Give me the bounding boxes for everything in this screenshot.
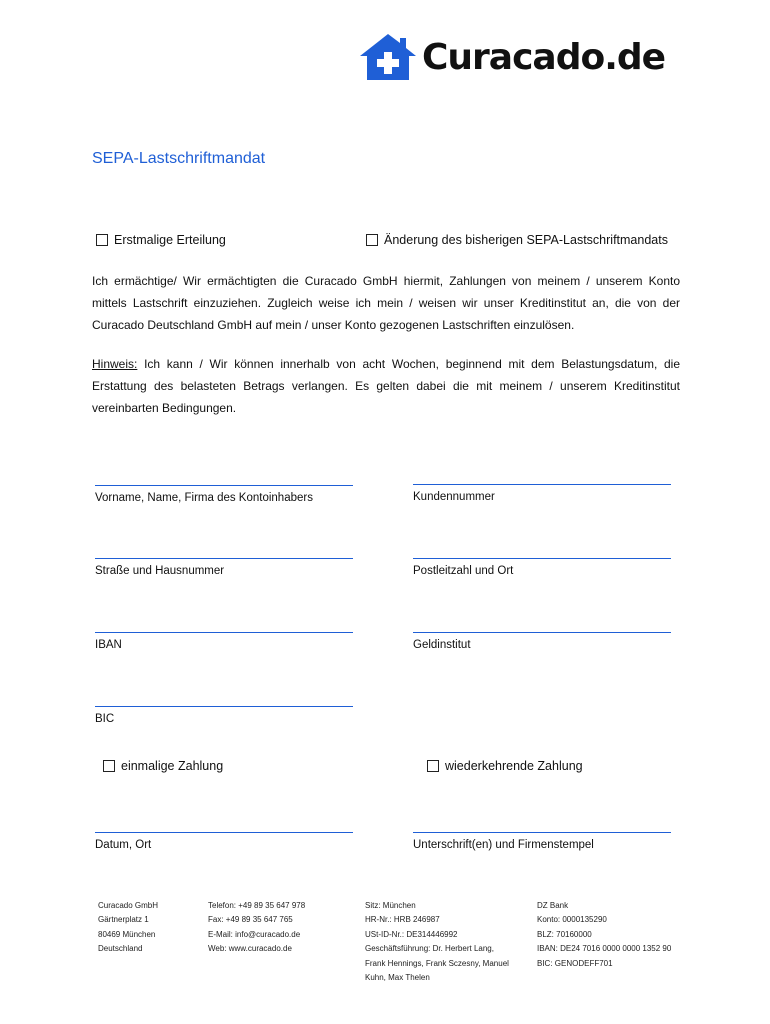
- bank-label: Geldinstitut: [413, 639, 471, 651]
- footer-line: Telefon: +49 89 35 647 978: [208, 901, 306, 910]
- street-label: Straße und Hausnummer: [95, 565, 225, 577]
- first-authorization-checkbox[interactable]: [96, 234, 108, 246]
- footer-line: USt-ID-Nr.: DE314446992: [365, 929, 458, 939]
- recurring-payment-checkbox[interactable]: [427, 760, 439, 772]
- footer-company: [98, 899, 158, 957]
- single-payment-option[interactable]: [103, 759, 223, 773]
- footer-line: Sitz: München: [365, 901, 416, 910]
- footer-line: Web: www.curacado.de: [208, 944, 292, 954]
- bic-line[interactable]: [95, 706, 353, 707]
- customer-number-field[interactable]: [413, 484, 673, 503]
- footer-contact: [208, 899, 305, 957]
- footer-line: IBAN: DE24 7016 0000 0000 1352 90: [537, 944, 672, 954]
- postcode-line[interactable]: [413, 558, 671, 559]
- footer-line: E-Mail: info@curacado.de: [208, 929, 301, 939]
- iban-field[interactable]: [95, 632, 355, 651]
- footer-line: DZ Bank: [537, 901, 569, 910]
- postcode-field[interactable]: [413, 558, 673, 577]
- logo-text: Curacado.de: [422, 36, 666, 78]
- footer-line: BIC: GENODEFF701: [537, 958, 613, 968]
- date-place-line[interactable]: [95, 832, 353, 833]
- iban-label: IBAN: [95, 639, 122, 651]
- authorization-text: Ich ermächtige/ Wir ermächtigten die Curacado GmbH hiermit, Zahlungen von meinem / unserem Konto mittels Lastschrift einzuziehen. Zugleich weise ich mein / weisen wir unser Kreditinstitut an, die von der Curacado Deutschland GmbH auf mein / unser Konto gezogenen Lastschriften einzulösen.: [92, 274, 680, 332]
- bank-field[interactable]: [413, 632, 673, 651]
- date-place-field[interactable]: [95, 832, 355, 851]
- date-place-label: Datum, Ort: [95, 839, 152, 851]
- bic-field[interactable]: [95, 706, 355, 725]
- recurring-payment-option[interactable]: [427, 759, 583, 773]
- first-authorization-label: Erstmalige Erteilung: [114, 233, 226, 247]
- account-holder-label: Vorname, Name, Firma des Kontoinhabers: [95, 492, 313, 504]
- footer-line: Fax: +49 89 35 647 765: [208, 915, 293, 925]
- street-field[interactable]: [95, 558, 355, 577]
- postcode-label: Postleitzahl und Ort: [413, 565, 514, 577]
- footer-line: Frank Hennings, Frank Sczesny, Manuel: [365, 958, 509, 968]
- footer-line: Kuhn, Max Thelen: [365, 973, 430, 983]
- footer-line: Geschäftsführung: Dr. Herbert Lang,: [365, 944, 494, 954]
- change-mandate-label: Änderung des bisherigen SEPA-Lastschriftmandats: [384, 233, 668, 247]
- document-title: SEPA-Lastschriftmandat: [92, 150, 266, 167]
- bic-label: BIC: [95, 713, 115, 725]
- note-paragraph: [92, 353, 680, 419]
- footer-line: Deutschland: [98, 944, 143, 954]
- footer-line: Gärtnerplatz 1: [98, 915, 149, 925]
- change-mandate-option[interactable]: [366, 233, 668, 247]
- footer-line: 80469 München: [98, 929, 156, 939]
- account-holder-line[interactable]: [95, 485, 353, 486]
- signature-field[interactable]: [413, 832, 673, 851]
- footer-registration: [365, 899, 509, 985]
- single-payment-label: einmalige Zahlung: [121, 759, 224, 773]
- single-payment-checkbox[interactable]: [103, 760, 115, 772]
- bank-line[interactable]: [413, 632, 671, 633]
- footer-line: Curacado GmbH: [98, 901, 159, 910]
- note-label: Hinweis:: [92, 357, 138, 371]
- footer-line: Konto: 0000135290: [537, 915, 607, 925]
- footer-bank: [537, 899, 671, 971]
- customer-number-line[interactable]: [413, 484, 671, 485]
- note-text: Ich kann / Wir können innerhalb von acht Wochen, beginnend mit dem Belastungsdatum, die Erstattung des belasteten Betrags verlangen. Es gelten dabei die mit meinem / unserem Kreditinstitut vereinbarten Bedingungen.: [92, 357, 680, 415]
- account-holder-field[interactable]: [95, 485, 355, 504]
- iban-line[interactable]: [95, 632, 353, 633]
- street-line[interactable]: [95, 558, 353, 559]
- company-logo: [358, 30, 665, 84]
- change-mandate-checkbox[interactable]: [366, 234, 378, 246]
- footer-line: BLZ: 70160000: [537, 929, 592, 939]
- signature-label: Unterschrift(en) und Firmenstempel: [413, 839, 594, 851]
- first-authorization-option[interactable]: [96, 233, 226, 247]
- signature-line[interactable]: [413, 832, 671, 833]
- recurring-payment-label: wiederkehrende Zahlung: [445, 759, 583, 773]
- house-cross-icon: [358, 32, 418, 82]
- customer-number-label: Kundennummer: [413, 491, 495, 503]
- footer-line: HR-Nr.: HRB 246987: [365, 915, 440, 925]
